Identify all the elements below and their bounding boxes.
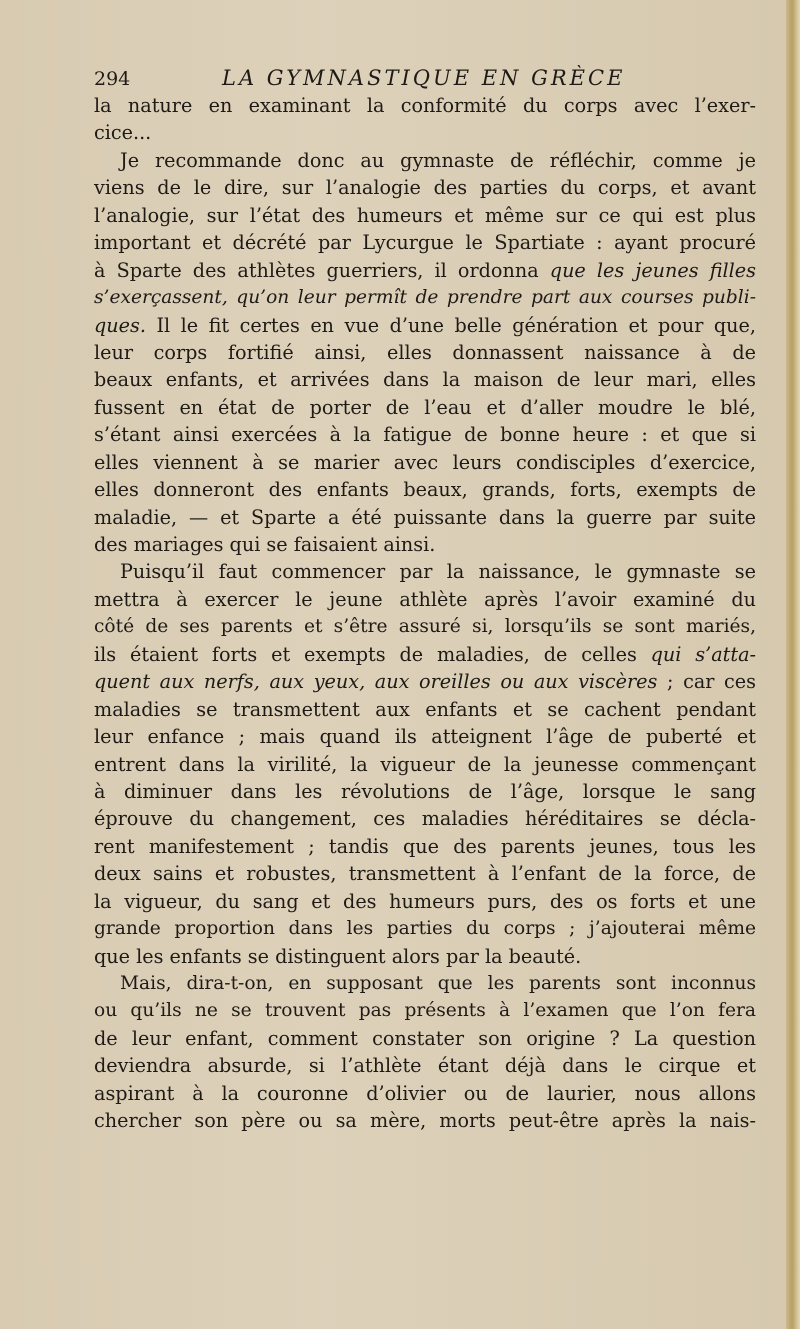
text-line: viens de le dire, sur l’analogie des parties du corps, et avant	[94, 176, 756, 200]
text-line: beaux enfants, et arrivées dans la maison de leur mari, elles	[94, 368, 756, 392]
text-line: Mais, dira-t-on, en supposant que les parents sont inconnus	[120, 973, 756, 994]
text-line: fussent en état de porter de l’eau et d’aller moudre le blé,	[94, 395, 756, 419]
text-line: à diminuer dans les révolutions de l’âge, lorsque le sang	[94, 779, 756, 803]
text-line: aspirant à la couronne d’olivier ou de laurier, nous allons	[94, 1081, 756, 1105]
text-line: deviendra absurde, si l’athlète étant déjà dans le cirque et	[94, 1054, 756, 1078]
text-line: s’étant ainsi exercées à la fatigue de bonne heure : et que si	[94, 423, 756, 447]
text-line: Je recommande donc au gymnaste de réfléchir, comme je	[120, 148, 756, 172]
text-line: côté de ses parents et s’être assuré si, lorsqu’ils se sont mariés,	[94, 616, 756, 638]
text-line: s’exerçassent, qu’on leur permît de prendre part aux courses publi-	[94, 287, 756, 309]
text-line: ques. Il le fit certes en vue d’une belle génération et pour que,	[94, 313, 756, 337]
text-line: deux sains et robustes, transmettent à l’enfant de la force, de	[94, 862, 756, 886]
text-line: chercher son père ou sa mère, morts peut-être après la nais-	[94, 1109, 756, 1133]
text-line: leur enfance ; mais quand ils atteignent l’âge de puberté et	[94, 725, 756, 749]
running-title: LA GYMNASTIQUE EN GRÈCE	[222, 66, 626, 90]
page-number: 294	[94, 68, 131, 90]
text-line: entrent dans la virilité, la vigueur de la jeunesse commençant	[94, 752, 756, 776]
text-line: des mariages qui se faisaient ainsi.	[94, 533, 436, 556]
text-line: la vigueur, du sang et des humeurs purs, des os forts et une	[94, 889, 756, 913]
text-line: maladie, — et Sparte a été puissante dans la guerre par suite	[94, 505, 756, 529]
text-line: ils étaient forts et exempts de maladies, de celles qui s’atta-	[94, 642, 756, 666]
text-line: mettra à exercer le jeune athlète après l’avoir examiné du	[94, 587, 756, 611]
page-edge	[786, 0, 800, 1329]
text-line: que les enfants se distinguent alors par la beauté.	[94, 944, 582, 968]
text-line: quent aux nerfs, aux yeux, aux oreilles ou aux viscères ; car ces	[94, 670, 756, 694]
text-line: grande proportion dans les parties du corps ; j’ajouterai même	[94, 918, 756, 940]
text-line: Puisqu’il faut commencer par la naissance, le gymnaste se	[120, 560, 756, 584]
text-line: la nature en examinant la conformité du corps avec l’exer-	[94, 94, 756, 117]
text-line: à Sparte des athlètes guerriers, il ordonna que les jeunes filles	[94, 258, 756, 282]
text-line: de leur enfant, comment constater son origine ? La question	[94, 1026, 756, 1050]
body-text	[94, 92, 756, 1135]
text-line: l’analogie, sur l’état des humeurs et même sur ce qui est plus	[94, 203, 756, 227]
text-line: important et décrété par Lycurgue le Spartiate : ayant procuré	[94, 231, 756, 255]
text-line: cice...	[94, 121, 152, 145]
text-line: maladies se transmettent aux enfants et se cachent pendant	[94, 697, 756, 721]
text-line: rent manifestement ; tandis que des parents jeunes, tous les	[94, 834, 756, 858]
text-line: elles donneront des enfants beaux, grands, forts, exempts de	[94, 478, 756, 502]
text-line: elles viennent à se marier avec leurs condisciples d’exercice,	[94, 450, 756, 474]
text-line: ou qu’ils ne se trouvent pas présents à l’examen que l’on fera	[94, 1000, 756, 1022]
text-line: éprouve du changement, ces maladies héréditaires se décla-	[94, 807, 756, 831]
text-line: leur corps fortifié ainsi, elles donnassent naissance à de	[94, 340, 756, 364]
